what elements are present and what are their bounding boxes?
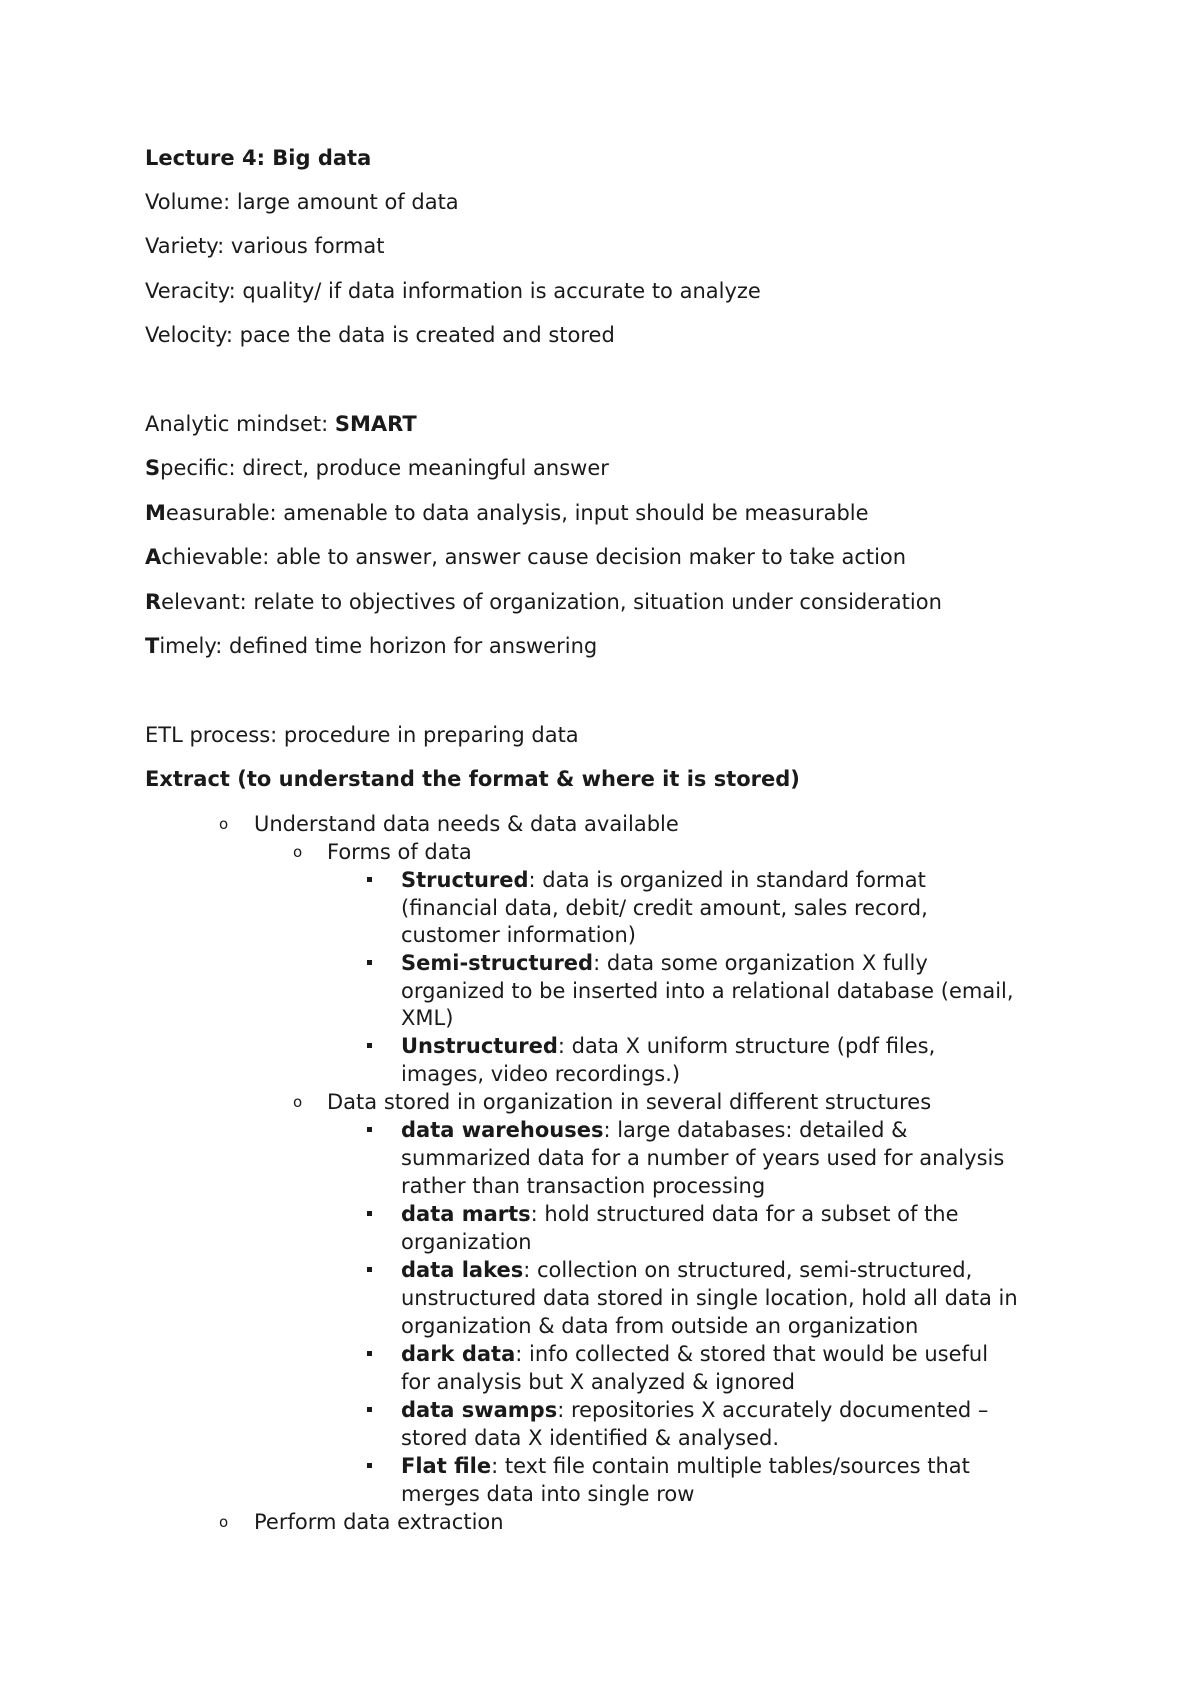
smart-letter: A [145,545,162,569]
lakes-line-2: unstructured data stored in single location, hold all data in [401,1286,1018,1310]
dark-line-2: for analysis but X analyzed & ignored [401,1370,795,1394]
structured-line-3: customer information) [401,923,636,947]
velocity-term: Velocity [145,323,226,347]
semi-line-1 [401,949,928,977]
smart-relevant [145,588,942,616]
square-bullet-icon [367,960,372,965]
volume-line [145,188,459,216]
smart-text: pecific: direct, produce meaningful answer [160,456,609,480]
swamps-term: data swamps [401,1398,558,1422]
marts-line-1 [401,1200,959,1228]
volume-term: Volume [145,190,224,214]
marts-line-2: organization [401,1230,532,1254]
lecture-title: Lecture 4: Big data [145,146,372,170]
flat-line-1 [401,1452,970,1480]
semi-term: Semi-structured [401,951,594,975]
smart-achievable [145,543,906,571]
square-bullet-icon [367,1351,372,1356]
square-bullet-icon [367,1043,372,1048]
unstructured-term: Unstructured [401,1034,558,1058]
warehouses-term: data warehouses [401,1118,604,1142]
veracity-desc: : quality/ if data information is accurate to analyze [228,279,761,303]
unstructured-line-1 [401,1032,935,1060]
forms-item: Forms of data [327,840,472,864]
square-bullet-icon [367,1463,372,1468]
smart-text: chievable: able to answer, answer cause decision maker to take action [161,545,907,569]
hollow-bullet-icon: o [219,815,229,833]
smart-specific [145,454,609,482]
structured-desc: : data is organized in standard format [528,868,926,892]
smart-text: imely: defined time horizon for answering [159,634,598,658]
dark-line-1 [401,1340,988,1368]
etl-intro: ETL process: procedure in preparing data [145,723,579,747]
structured-line-2: (financial data, debit/ credit amount, sales record, [401,896,928,920]
perform-item: Perform data extraction [254,1510,504,1534]
marts-term: data marts [401,1202,531,1226]
warehouses-desc: : large databases: detailed & [603,1118,908,1142]
smart-text: easurable: amenable to data analysis, input should be measurable [165,501,869,525]
smart-label: Analytic mindset: [145,412,335,436]
variety-term: Variety [145,234,218,258]
square-bullet-icon [367,1407,372,1412]
structured-term: Structured [401,868,529,892]
semi-line-3: XML) [401,1006,454,1030]
smart-letter: M [145,501,166,525]
smart-text: elevant: relate to objectives of organization, situation under consideration [161,590,942,614]
lakes-line-3: organization & data from outside an organization [401,1314,919,1338]
unstructured-line-2: images, video recordings.) [401,1062,681,1086]
swamps-desc: : repositories X accurately documented – [557,1398,989,1422]
swamps-line-1 [401,1396,988,1424]
extract-heading: Extract (to understand the format & where it is stored) [145,767,800,791]
lakes-desc: : collection on structured, semi-structured, [523,1258,973,1282]
square-bullet-icon [367,1211,372,1216]
square-bullet-icon [367,877,372,882]
hollow-bullet-icon: o [293,843,303,861]
veracity-line [145,277,761,305]
smart-heading [145,410,417,438]
warehouses-line-1 [401,1116,908,1144]
marts-desc: : hold structured data for a subset of the [530,1202,959,1226]
lakes-line-1 [401,1256,972,1284]
semi-desc: : data some organization X fully [593,951,928,975]
dark-term: dark data [401,1342,516,1366]
velocity-line [145,321,615,349]
square-bullet-icon [367,1127,372,1132]
variety-desc: : various format [217,234,385,258]
velocity-desc: : pace the data is created and stored [225,323,615,347]
volume-desc: : large amount of data [223,190,459,214]
smart-timely [145,632,597,660]
hollow-bullet-icon: o [219,1513,229,1531]
smart-letter: T [145,634,160,658]
flat-term: Flat file [401,1454,492,1478]
swamps-line-2: stored data X identified & analysed. [401,1426,779,1450]
structured-line-1 [401,866,926,894]
hollow-bullet-icon: o [293,1093,303,1111]
variety-line [145,232,385,260]
smart-measurable [145,499,869,527]
understand-item: Understand data needs & data available [254,812,679,836]
stored-item: Data stored in organization in several different structures [327,1090,932,1114]
smart-acronym: SMART [334,412,417,436]
square-bullet-icon [367,1267,372,1272]
semi-line-2: organized to be inserted into a relational database (email, [401,979,1014,1003]
smart-letter: R [145,590,162,614]
warehouses-line-3: rather than transaction processing [401,1174,766,1198]
warehouses-line-2: summarized data for a number of years used for analysis [401,1146,1005,1170]
flat-desc: : text file contain multiple tables/sources that [491,1454,970,1478]
flat-line-2: merges data into single row [401,1482,695,1506]
lakes-term: data lakes [401,1258,524,1282]
dark-desc: : info collected & stored that would be useful [515,1342,989,1366]
veracity-term: Veracity [145,279,229,303]
smart-letter: S [145,456,161,480]
unstructured-desc: : data X uniform structure (pdf files, [557,1034,936,1058]
